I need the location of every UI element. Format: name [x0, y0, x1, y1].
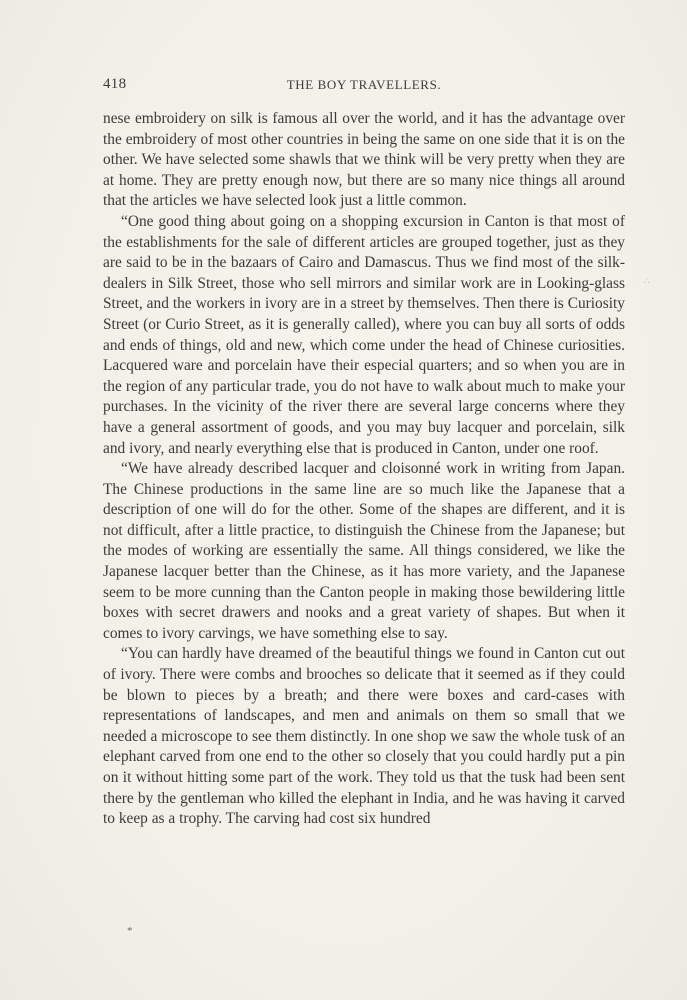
margin-speck-mark: ∴ — [644, 276, 649, 286]
page-number: 418 — [103, 76, 127, 92]
paragraph-continuation: nese embroidery on silk is famous all over the world, and it has the advantage over the embroidery of most other countries in being the same on one side that it is on the other. We have selected some shawls that we think will be very pretty when they are at home. They are pretty enough now, but there are so many nice things all around that the articles we have selected look just a little common. — [103, 110, 625, 210]
footer-speck-mark: * — [127, 925, 133, 937]
running-title: THE BOY TRAVELLERS. — [286, 77, 442, 92]
paragraph-lacquer-cloisonne: “We have already described lacquer and cloisonné work in writing from Japan. The Chinese productions in the same line are so much like the Japanese that a description of one will do for the other. Some of the shapes are different, and it is not difficult, after a little practice, to distinguish the Chinese from the Japanese; but the modes of working are essentially the same. All things considered, we like the Japanese lacquer better than the Chinese, as it has more variety, and the Japanese seem to be more cunning than the Canton people in making those bewildering little boxes with secret drawers and nooks and a great variety of shapes. But when it comes to ivory carvings, we have something else to say. — [103, 460, 625, 642]
body-text — [103, 109, 625, 830]
page-header — [103, 76, 625, 96]
paragraph-ivory-carvings: “You can hardly have dreamed of the beautiful things we found in Canton cut out of ivory. There were combs and brooches so delicate that it seemed as if they could be blown to pieces by a breath; and there were boxes and card-cases with representations of landscapes, and men and animals on them so small that we needed a microscope to see them distinctly. In one shop we saw the whole tusk of an elephant carved from one end to the other so closely that you could hardly put a pin on it without hitting some part of the work. They told us that the tusk had been sent there by the gentleman who killed the elephant in India, and he was having it carved to keep as a trophy. The carving had cost six hundred — [103, 645, 625, 828]
paragraph-canton-shopping: “One good thing about going on a shopping excursion in Canton is that most of the establishments for the sale of different articles are grouped together, just as they are said to be in the bazaars of Cairo and Damascus. Thus we find most of the silk-dealers in Silk Street, those who sell mirrors and similar work are in Looking-glass Street, and the workers in ivory are in a street by themselves. Then there is Curiosity Street (or Curio Street, as it is generally called), where you can buy all sorts of odds and ends of things, old and new, which come under the head of Chinese curiosities. Lacquered ware and porcelain have their especial quarters; and so when you are in the region of any particular trade, you do not have to walk about much to make your purchases. In the vicinity of the river there are several large concerns where they have a general assortment of goods, and you may buy lacquer and porcelain, silk and ivory, and nearly everything else that is produced in Canton, under one roof. — [103, 212, 625, 457]
